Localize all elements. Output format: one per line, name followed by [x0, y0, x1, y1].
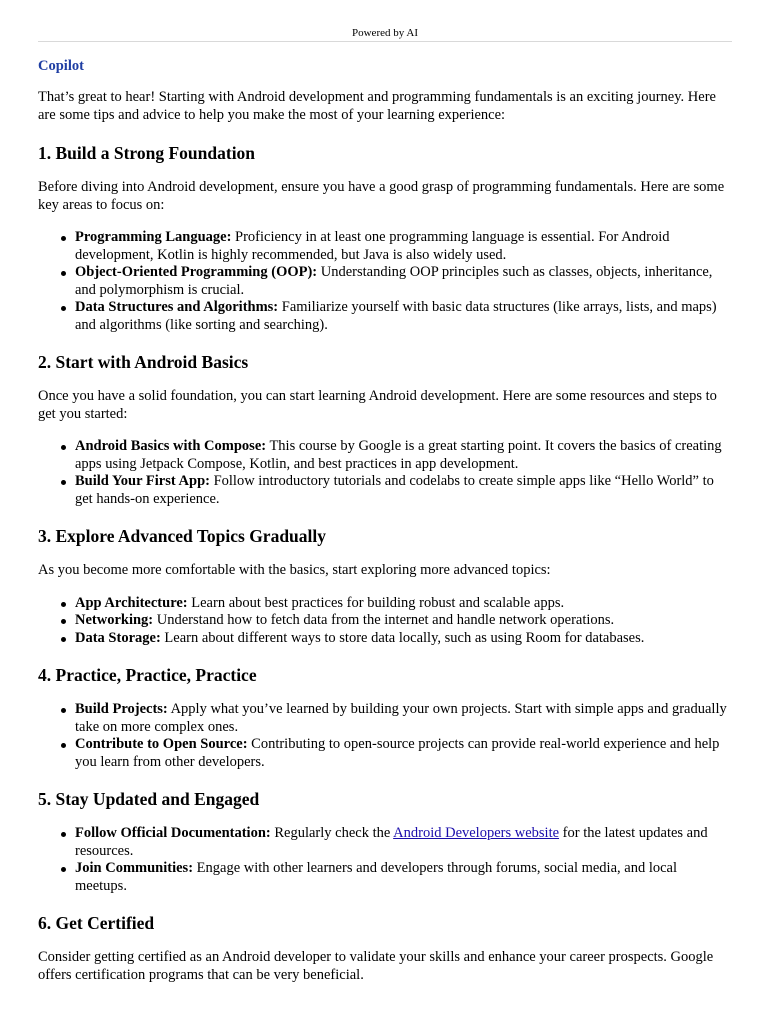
bullet-icon — [61, 708, 66, 713]
bullet-icon — [61, 602, 66, 607]
item-label: Build Your First App: — [75, 473, 210, 489]
list-item — [75, 825, 732, 860]
item-text: This course by Google is a great starting point. It covers the basics of creating apps using Jetpack Compose, Kotlin, and best practices in app development. — [75, 438, 722, 472]
section-heading-stay-updated: 5. Stay Updated and Engaged — [38, 789, 260, 809]
bullet-icon — [61, 480, 66, 485]
powered-by-header: Powered by AI — [352, 27, 418, 39]
item-text: Engage with other learners and developers through forums, social media, and local meetups. — [75, 860, 678, 894]
item-text: Proficiency in at least one programming language is essential. For Android development, Kotlin is highly recommended, but Java is also widely used. — [75, 229, 670, 263]
bullet-icon — [61, 637, 66, 642]
bullet-icon — [61, 619, 66, 624]
section-heading-android-basics: 2. Start with Android Basics — [38, 352, 249, 372]
list-item — [75, 595, 732, 613]
header-divider — [38, 41, 732, 42]
bullet-list — [38, 595, 732, 648]
bullet-list — [38, 701, 732, 771]
list-item — [75, 438, 732, 473]
bullet-icon — [61, 445, 66, 450]
item-label: Programming Language: — [75, 229, 232, 245]
bullet-list — [38, 229, 732, 334]
item-label: Object-Oriented Programming (OOP): — [75, 264, 318, 280]
item-label: App Architecture: — [75, 594, 188, 611]
section-heading-build-foundation: 1. Build a Strong Foundation — [38, 143, 256, 163]
item-label: Build Projects: — [75, 701, 168, 717]
list-item — [75, 630, 732, 648]
list-item — [75, 264, 732, 299]
list-item — [75, 229, 732, 264]
section-paragraph: As you become more comfortable with the basics, start exploring more advanced topics: — [38, 562, 551, 578]
list-item — [75, 473, 732, 508]
item-text: Learn about different ways to store data locally, such as using Room for databases. — [160, 629, 645, 646]
section-heading-practice: 4. Practice, Practice, Practice — [38, 665, 257, 685]
speaker-name: Copilot — [38, 58, 84, 74]
intro-paragraph: That’s great to hear! Starting with Android development and programming fundamentals is an exciting journey. Here are some tips and advice to help you make the most of your learning experience: — [38, 89, 716, 123]
item-label: Join Communities: — [75, 860, 194, 876]
section-paragraph: Consider getting certified as an Android developer to validate your skills and enhance your career prospects. Google offers certification programs that can be very beneficial. — [38, 949, 714, 983]
section-paragraph: Once you have a solid foundation, you can start learning Android development. Here are some resources and steps to get you started: — [38, 388, 717, 422]
list-item — [75, 612, 732, 630]
item-label: Follow Official Documentation: — [75, 825, 271, 841]
item-text: Learn about best practices for building robust and scalable apps. — [187, 594, 565, 611]
item-text: Regularly check the — [270, 825, 394, 841]
section-paragraph: Before diving into Android development, ensure you have a good grasp of programming fundamentals. Here are some key areas to focus on: — [38, 179, 725, 213]
list-item — [75, 299, 732, 334]
item-label: Android Basics with Compose: — [75, 438, 267, 454]
item-label: Data Structures and Algorithms: — [75, 299, 279, 315]
item-text: Follow introductory tutorials and codelabs to create simple apps like “Hello World” to get hands-on experience. — [75, 473, 714, 507]
bullet-icon — [61, 867, 66, 872]
section-heading-advanced-topics: 3. Explore Advanced Topics Gradually — [38, 526, 327, 546]
list-item — [75, 860, 732, 895]
bullet-icon — [61, 743, 66, 748]
item-text: Understanding OOP principles such as classes, objects, inheritance, and polymorphism is crucial. — [75, 264, 713, 298]
bullet-list — [38, 825, 732, 895]
item-label: Data Storage: — [75, 629, 161, 646]
item-text: Understand how to fetch data from the internet and handle network operations. — [153, 612, 615, 628]
item-label: Networking: — [75, 612, 154, 628]
bullet-icon — [61, 236, 66, 241]
list-item — [75, 701, 732, 736]
list-item — [75, 736, 732, 771]
bullet-icon — [61, 306, 66, 311]
bullet-list — [38, 438, 732, 508]
bullet-icon — [61, 832, 66, 837]
item-label: Contribute to Open Source: — [75, 736, 248, 752]
section-heading-get-certified: 6. Get Certified — [38, 913, 155, 933]
document-page — [38, 0, 732, 984]
item-text: Contributing to open-source projects can provide real-world experience and help you learn from other developers. — [75, 736, 720, 770]
item-text: for the latest updates and resources. — [75, 825, 708, 859]
android-developers-link[interactable]: Android Developers website — [393, 825, 560, 841]
bullet-icon — [61, 271, 66, 276]
item-text: Apply what you’ve learned by building your own projects. Start with simple apps and gradually take on more complex ones. — [75, 701, 727, 735]
item-text: Familiarize yourself with basic data structures (like arrays, lists, and maps) and algorithms (like sorting and searching). — [75, 299, 717, 333]
